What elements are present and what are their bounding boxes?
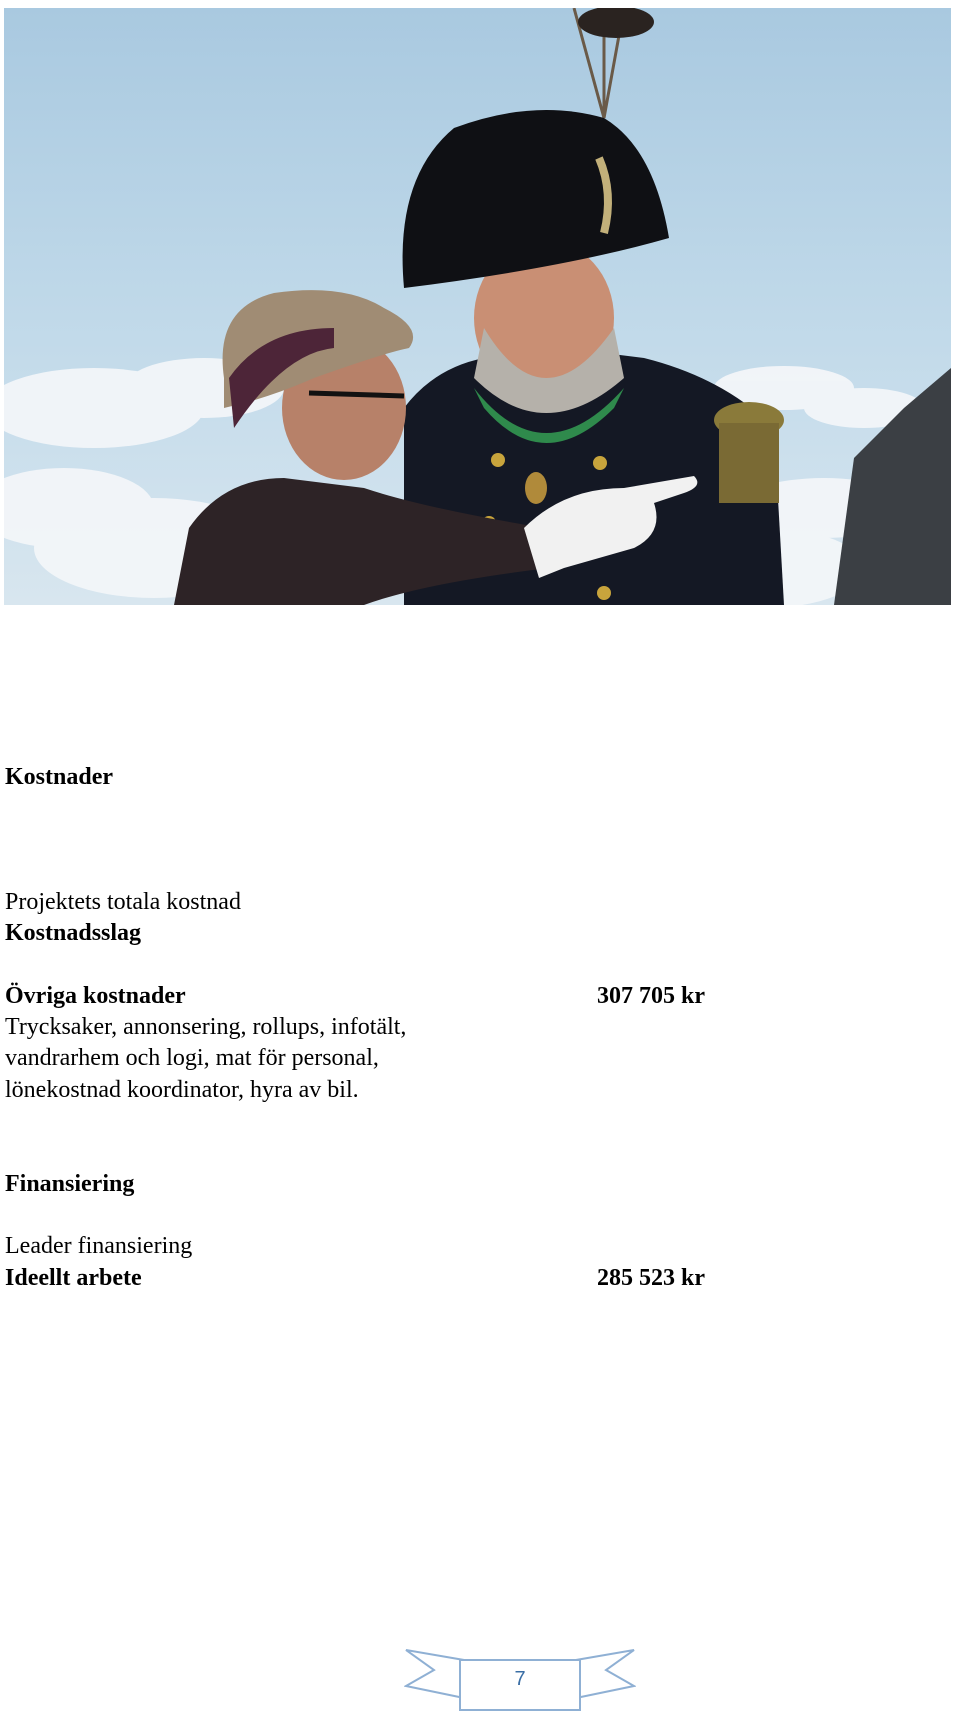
other-costs-label: Övriga kostnader	[5, 983, 186, 1009]
other-costs-amount: 307 705 kr	[597, 983, 705, 1009]
photo-illustration	[4, 8, 951, 605]
cost-type-label: Kostnadsslag	[5, 920, 142, 946]
cost-description-line-2: vandrarhem och logi, mat för personal,	[5, 1045, 379, 1071]
volunteer-work-label: Ideellt arbete	[5, 1265, 142, 1291]
cost-description-line-1: Trycksaker, annonsering, rollups, infotält,	[5, 1014, 407, 1040]
page-number-banner	[404, 1648, 636, 1712]
cost-description-line-3: lönekostnad koordinator, hyra av bil.	[5, 1077, 359, 1103]
costs-heading: Kostnader	[5, 764, 113, 790]
leader-financing-label: Leader finansiering	[5, 1233, 193, 1259]
photo	[4, 8, 951, 605]
financing-heading: Finansiering	[5, 1171, 135, 1197]
page-number: 7	[514, 1668, 526, 1690]
volunteer-work-amount: 285 523 kr	[597, 1265, 705, 1291]
total-cost-label: Projektets totala kostnad	[5, 889, 241, 915]
